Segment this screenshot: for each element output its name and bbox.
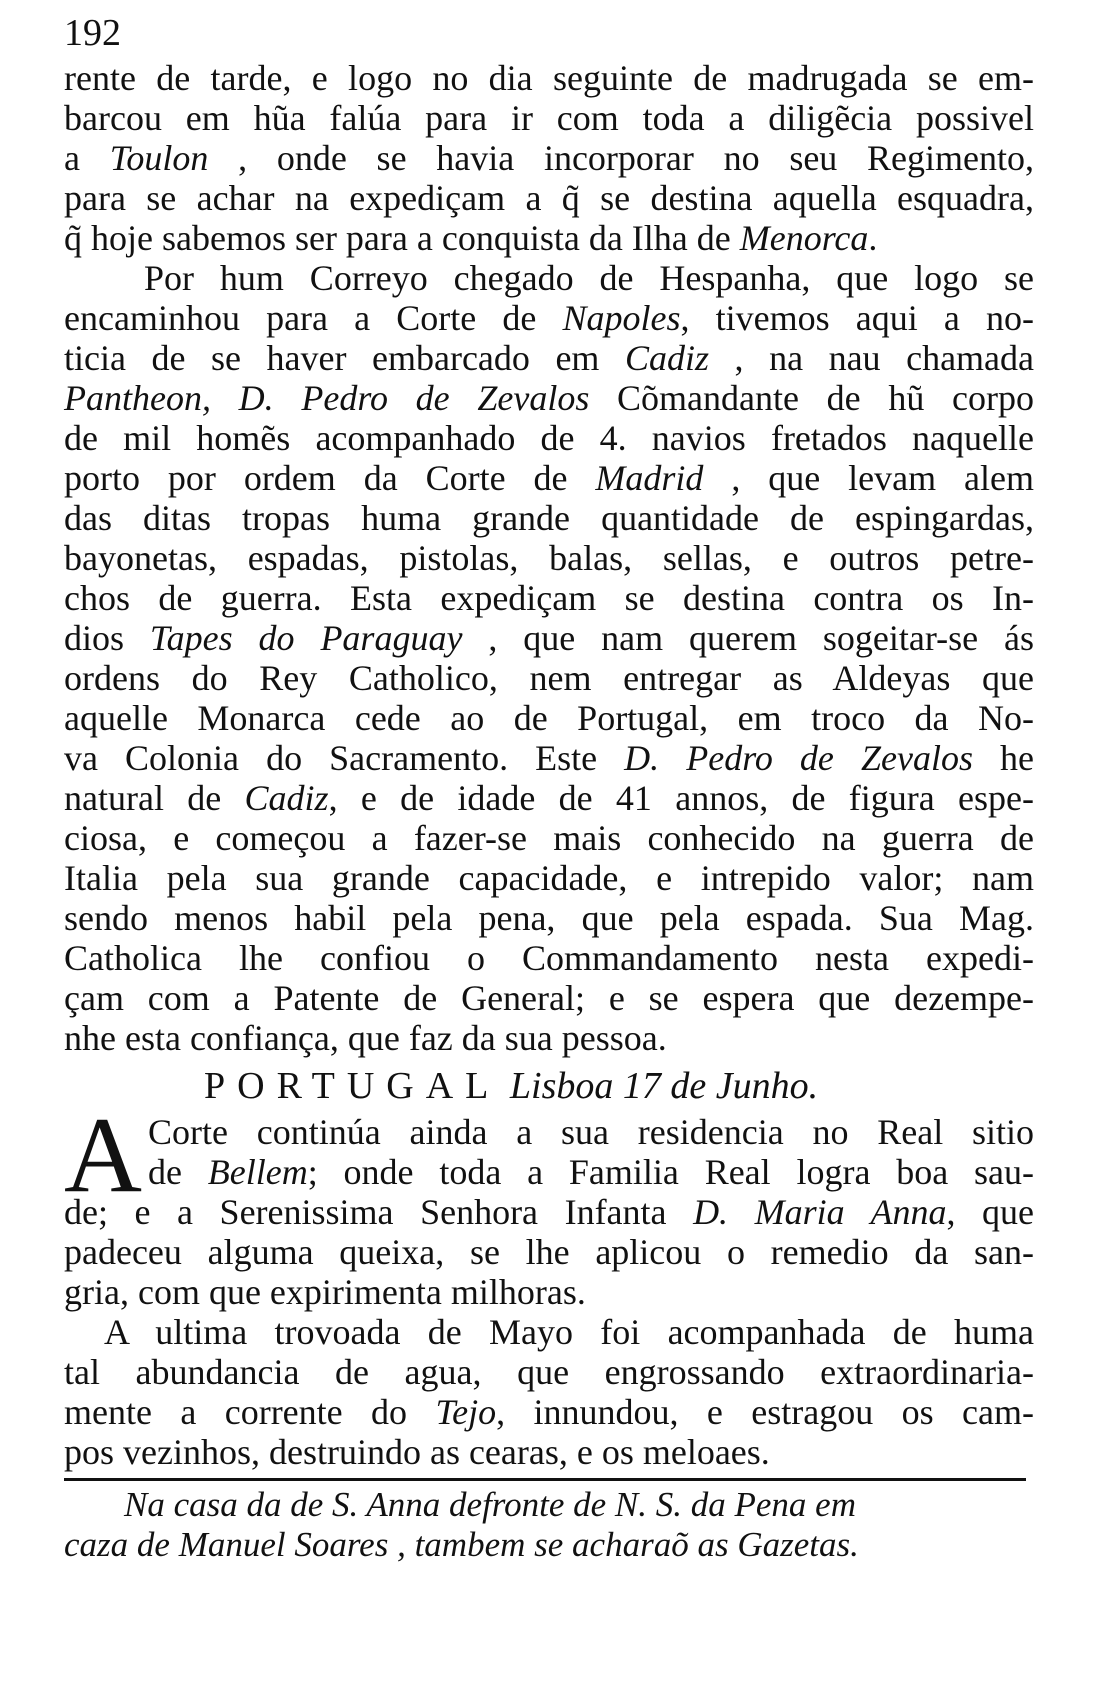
text-line: aquelle Monarca cede ao de Portugal, em troco da No- (64, 698, 1034, 738)
article-toulon (64, 58, 1034, 258)
heading-dateline: Lisboa 17 de Junho. (509, 1065, 819, 1107)
text-line: barcou em hũa falúa para ir com toda a diligẽcia possivel (64, 98, 1034, 138)
text-line: A ultima trovoada de Mayo foi acompanhada de huma (104, 1312, 1034, 1352)
text-line: nhe esta confiança, que faz da sua pessoa. (64, 1018, 667, 1058)
text-line: porto por ordem da Corte de Madrid , que levam alem (64, 458, 1035, 498)
italic-text: Pantheon, D. Pedro de Zevalos (64, 378, 590, 418)
text-line: tal abundancia de agua, que engrossando extraordinaria- (64, 1352, 1034, 1392)
italic-text: Tapes do Paraguay (149, 618, 463, 658)
drop-cap: A (64, 1096, 142, 1215)
text-line: Por hum Correyo chegado de Hespanha, que logo se (144, 258, 1034, 298)
text-line: gria, com que expirimenta milhoras. (64, 1272, 586, 1312)
text-line: das ditas tropas huma grande quantidade de espingardas, (64, 498, 1034, 538)
text-line: ticia de se haver embarcado em Cadiz , na nau chamada (64, 338, 1035, 378)
text-line: a Toulon , onde se havia incorporar no seu Regimento, (64, 138, 1034, 178)
text-line: ciosa, e começou a fazer-se mais conhecido na guerra de (64, 818, 1034, 858)
text-line: çam com a Patente de General; e se espera que dezempe- (64, 978, 1034, 1018)
italic-text: Cadiz (624, 338, 709, 378)
text-line: Italia pela sua grande capacidade, e intrepido valor; nam (64, 858, 1034, 898)
text-line: q̃ hoje sabemos ser para a conquista da Ilha de Menorca. (64, 218, 878, 258)
italic-text: D. Pedro de Zevalos (624, 738, 973, 778)
text-line: para se achar na expediçam a q̃ se destina aquella esquadra, (64, 178, 1034, 218)
italic-text: Napoles (562, 298, 681, 338)
text-line: Pantheon, D. Pedro de Zevalos Cõmandante de hũ corpo (64, 378, 1034, 418)
text-line: va Colonia do Sacramento. Este D. Pedro de Zevalos he (64, 738, 1034, 778)
text-line: de mil homẽs acompanhado de 4. navios fretados naquelle (64, 418, 1034, 458)
italic-text: Tejo (435, 1392, 497, 1432)
text-line: natural de Cadiz, e de idade de 41 annos, de figura espe- (64, 778, 1034, 818)
colophon-line: caza de Manuel Soares , tambem se acharaõ as Gazetas. (64, 1525, 859, 1564)
italic-text: Cadiz (244, 778, 329, 818)
page-number: 192 (64, 12, 121, 54)
text-line: padeceu alguma queixa, se lhe aplicou o remedio da san- (64, 1232, 1034, 1272)
colophon-line: Na casa da de S. Anna defronte de N. S. da Pena em (124, 1485, 856, 1524)
text-line: rente de tarde, e logo no dia seguinte de madrugada se em- (64, 58, 1034, 98)
divider-rule (64, 1478, 1026, 1481)
italic-text: Madrid (595, 458, 704, 498)
text-line: de Bellem; onde toda a Familia Real logra boa sau- (148, 1152, 1035, 1192)
italic-text: Bellem (207, 1152, 308, 1192)
article-court (64, 1096, 1035, 1312)
text-line: bayonetas, espadas, pistolas, balas, sellas, e outros petre- (64, 538, 1034, 578)
text-line: Corte continúa ainda a sua residencia no Real sitio (148, 1112, 1034, 1152)
text-line: dios Tapes do Paraguay , que nam querem sogeitar-se ás (64, 618, 1035, 658)
text-line: Catholica lhe confiou o Commandamento nesta expedi- (64, 938, 1034, 978)
italic-text: Menorca (739, 218, 869, 258)
section-heading (64, 1062, 1034, 1110)
text-line: de; e a Serenissima Senhora Infanta D. Maria Anna, que (64, 1192, 1035, 1232)
italic-text: D. Maria Anna (693, 1192, 947, 1232)
text-line: chos de guerra. Esta expediçam se destina contra os In- (64, 578, 1034, 618)
text-line: encaminhou para a Corte de Napoles, tivemos aqui a no- (64, 298, 1034, 338)
heading-country: PORTUGAL (204, 1065, 501, 1107)
article-zevalos (64, 258, 1034, 1058)
text-line: ordens do Rey Catholico, nem entregar as Aldeyas que (64, 658, 1034, 698)
text-line: pos vezinhos, destruindo as cearas, e os meloaes. (64, 1432, 770, 1472)
colophon (64, 1485, 1034, 1565)
text-line: sendo menos habil pela pena, que pela espada. Sua Mag. (64, 898, 1034, 938)
article-storm (64, 1312, 1034, 1472)
italic-text: Toulon (109, 138, 209, 178)
text-line: mente a corrente do Tejo, innundou, e estragou os cam- (64, 1392, 1034, 1432)
text-block (64, 58, 1034, 1565)
